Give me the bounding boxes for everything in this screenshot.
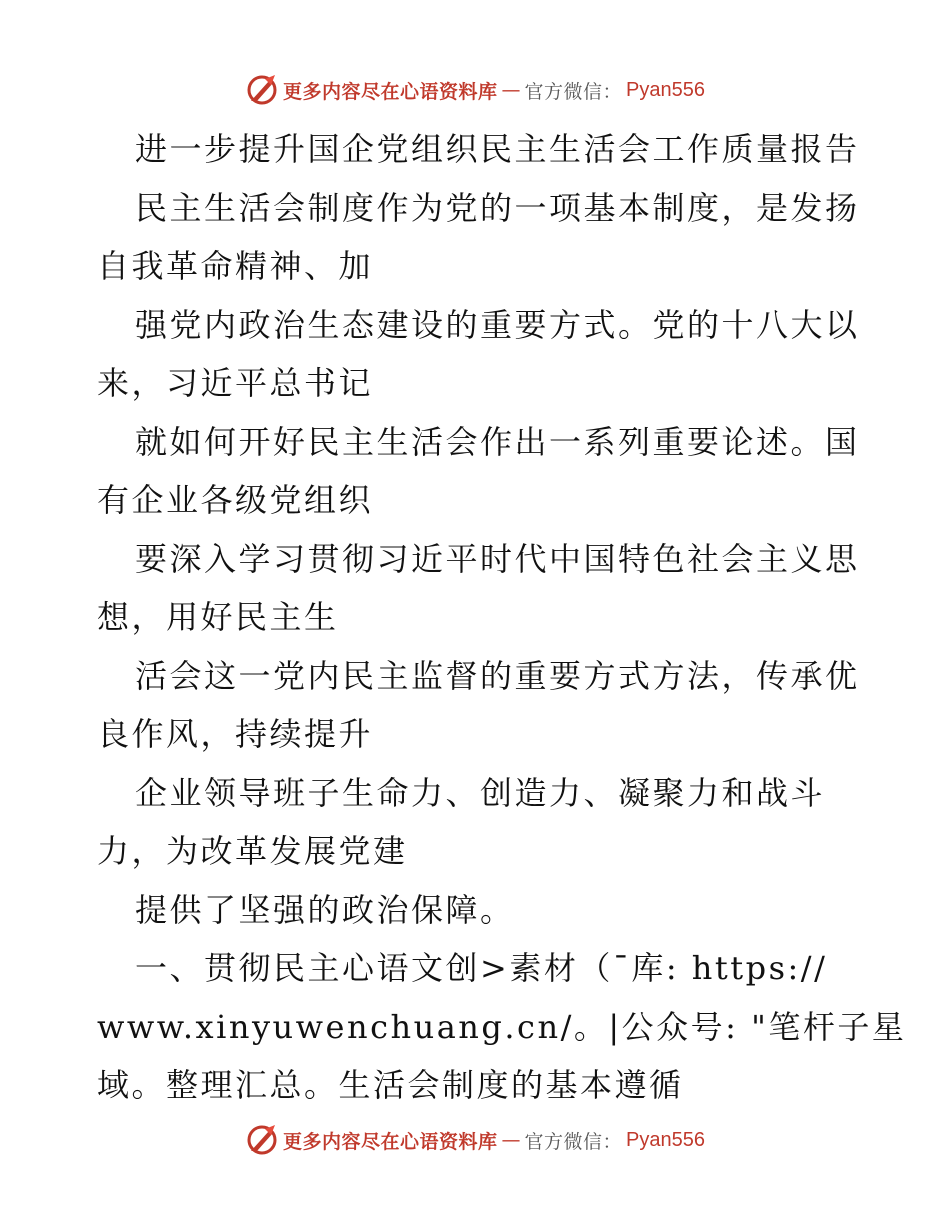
header-banner — [0, 70, 950, 110]
header-banner-content — [245, 73, 705, 107]
text-line: 自我革命精神、加 — [97, 247, 374, 285]
footer-wechat-id: Pyan556 — [626, 1128, 705, 1151]
text-line: 强党内政治生态建设的重要方式。党的十八大以 — [135, 305, 860, 344]
text-line: 民主生活会制度作为党的一项基本制度，是发扬 — [135, 188, 860, 227]
text-line: 力，为改革发展党建 — [97, 832, 408, 870]
footer-separator: — — [501, 1129, 521, 1151]
header-wechat-id: Pyan556 — [626, 78, 705, 101]
text-line: 域。整理汇总。生活会制度的基本遵循 — [97, 1066, 684, 1104]
text-line: 一、贯彻民主心语文创>素材（¯库: https:// — [135, 949, 828, 987]
footer-banner-content — [245, 1123, 705, 1157]
text-line: 有企业各级党组织 — [97, 481, 374, 519]
footer-banner — [0, 1120, 950, 1160]
footer-promo-text: 更多内容尽在心语资料库 — [283, 1130, 498, 1153]
text-line: 来，习近平总书记 — [97, 364, 374, 402]
text-line: 企业领导班子生命力、创造力、凝聚力和战斗 — [135, 773, 826, 812]
text-line: 良作风，持续提升 — [97, 715, 374, 753]
text-line: 就如何开好民主生活会作出一系列重要论述。国 — [135, 422, 860, 461]
text-line: 要深入学习贯彻习近平时代中国特色社会主义思 — [135, 539, 860, 578]
quill-logo-icon — [245, 73, 279, 107]
header-promo-text: 更多内容尽在心语资料库 — [283, 80, 498, 103]
document-body — [97, 120, 907, 1115]
text-line: www.xinyuwenchuang.cn/。|公众号: "笔杆子星 — [97, 1007, 907, 1046]
header-wechat-label: 官方微信： — [524, 80, 623, 103]
quill-logo-icon — [245, 1123, 279, 1157]
document-title: 进一步提升国企党组织民主生活会工作质量报告 — [135, 130, 860, 168]
text-line: 想，用好民主生 — [97, 598, 339, 636]
footer-wechat-label: 官方微信： — [524, 1130, 623, 1153]
text-line: 活会这一党内民主监督的重要方式方法，传承优 — [135, 656, 860, 695]
header-separator: — — [501, 79, 521, 101]
text-line: 提供了坚强的政治保障。 — [135, 890, 515, 929]
